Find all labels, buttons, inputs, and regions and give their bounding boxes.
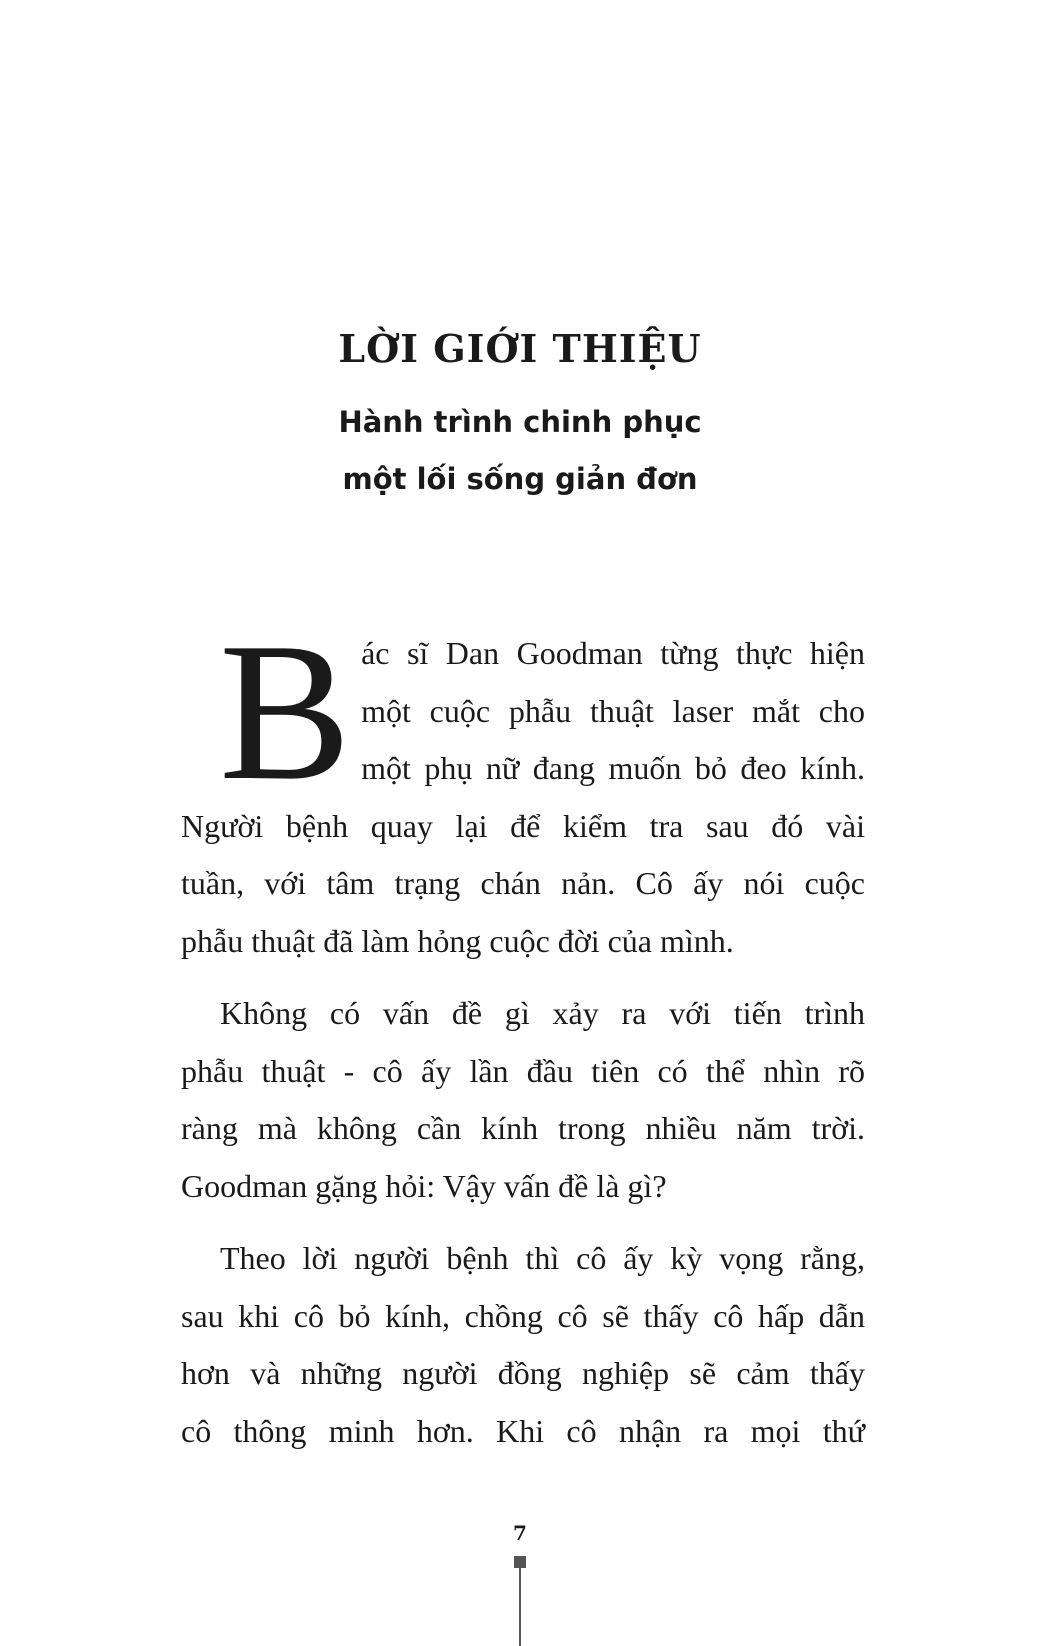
text-line: ác sĩ Dan Goodman từng thực hiện [361,635,865,671]
text-line: Goodman gặng hỏi: Vậy vấn đề là gì? [181,1167,667,1204]
paragraph-2 [181,985,865,1215]
text-line: một phụ nữ đang muốn bỏ đeo kính. [361,750,865,786]
text-line: phẫu thuật - cô ấy lần đầu tiên có thể nhìn rõ [181,1052,865,1089]
chapter-subtitle-line-1: Hành trình chinh phục [338,405,702,439]
text-line: phẫu thuật đã làm hỏng cuộc đời của mình. [181,922,734,959]
chapter-title: LỜI GIỚI THIỆU [338,326,702,371]
text-line: Không có vấn đề gì xảy ra với tiến trình [220,995,865,1031]
drop-cap: B [219,602,352,821]
text-line: một cuộc phẫu thuật laser mắt cho [361,692,865,729]
page-number: 7 [513,1521,527,1545]
chapter-subtitle-line-2: một lối sống giản đơn [342,462,698,496]
page-marker-square [514,1556,526,1568]
text-line: Theo lời người bệnh thì cô ấy kỳ vọng rằng, [220,1240,865,1276]
page-marker-line [519,1568,521,1646]
body-text [181,602,865,1460]
text-line: ràng mà không cần kính trong nhiều năm trời. [181,1110,865,1146]
text-line: hơn và những người đồng nghiệp sẽ cảm thấy [181,1355,865,1391]
text-line: sau khi cô bỏ kính, chồng cô sẽ thấy cô hấp dẫn [181,1297,865,1334]
paragraph-3 [181,1230,865,1460]
paragraph-1 [181,602,865,970]
text-line: cô thông minh hơn. Khi cô nhận ra mọi thứ [181,1412,865,1449]
text-line: Người bệnh quay lại để kiểm tra sau đó vài [181,807,865,844]
text-line: tuần, với tâm trạng chán nản. Cô ấy nói cuộc [181,865,865,901]
